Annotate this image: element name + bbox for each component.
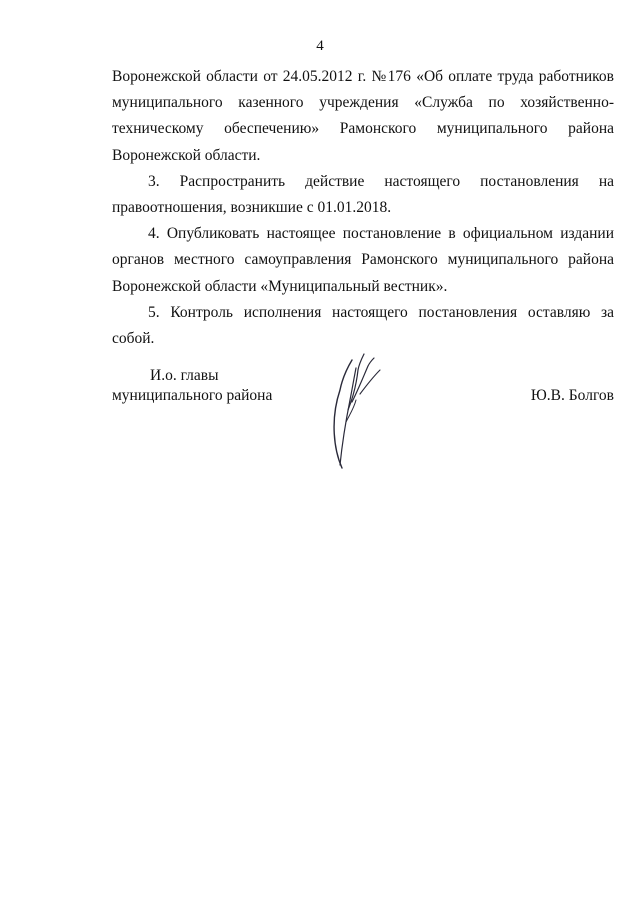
paragraph-item-3: 3. Распространить действие настоящего постановления на правоотношения, возникшие с 01.01.2018. [112,172,614,217]
document-body [112,64,614,352]
page-number: 4 [316,38,324,54]
signer-title-line1: И.о. главы [150,367,219,384]
signer-name: Ю.В. Болгов [530,387,614,404]
paragraph-item-4: 4. Опубликовать настоящее постановление в официальном издании органов местного самоуправления Рамонского муниципального района Воронежской области «Муниципальный вестник». [112,225,614,295]
paragraph-item-5: 5. Контроль исполнения настоящего постановления оставляю за собой. [112,303,614,348]
signature-block [112,366,614,476]
handwritten-signature [312,350,392,480]
signer-title-line2: муниципального района [112,387,273,404]
paragraph-continuation: Воронежской области от 24.05.2012 г. №176 «Об оплате труда работников муниципального казенного учреждения «Служба по хозяйственно-техническому обеспечению» Рамонского муниципального района Воронежской области. [112,68,614,164]
